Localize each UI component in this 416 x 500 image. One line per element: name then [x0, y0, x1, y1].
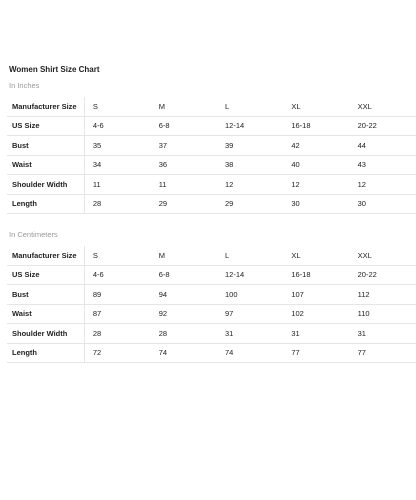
row-header-cell: Waist [7, 304, 84, 324]
table-cell: 6-8 [151, 116, 217, 136]
table-cell: L [217, 97, 283, 116]
table-cell: 4-6 [84, 265, 150, 285]
table-cell: 16-18 [283, 116, 349, 136]
page-title: Women Shirt Size Chart [9, 65, 100, 74]
size-table-body [7, 246, 416, 363]
table-cell: M [151, 246, 217, 265]
table-cell: 11 [151, 175, 217, 195]
table-cell: 12 [283, 175, 349, 195]
table-cell: S [84, 97, 150, 116]
table-cell: 102 [283, 304, 349, 324]
table-cell: 20-22 [350, 265, 416, 285]
table-cell: 31 [217, 324, 283, 344]
table-cell: 37 [151, 136, 217, 156]
row-header-cell: Waist [7, 155, 84, 175]
table-cell: 30 [283, 194, 349, 214]
table-cell: 94 [151, 285, 217, 305]
section-label-inches: In Inches [9, 81, 40, 90]
row-header-cell: Manufacturer Size [7, 97, 84, 116]
row-header-cell: Length [7, 343, 84, 363]
table-cell: 28 [84, 324, 150, 344]
table-cell: 89 [84, 285, 150, 305]
table-cell: 100 [217, 285, 283, 305]
table-row [7, 175, 416, 195]
table-cell: 110 [350, 304, 416, 324]
table-cell: 31 [350, 324, 416, 344]
table-cell: 77 [283, 343, 349, 363]
table-cell: 11 [84, 175, 150, 195]
table-cell: 28 [84, 194, 150, 214]
table-cell: 74 [151, 343, 217, 363]
table-row [7, 194, 416, 214]
table-cell: XXL [350, 97, 416, 116]
table-cell: 97 [217, 304, 283, 324]
table-cell: 38 [217, 155, 283, 175]
table-cell: 6-8 [151, 265, 217, 285]
size-table-inches [7, 97, 416, 214]
table-row [7, 97, 416, 116]
table-cell: 40 [283, 155, 349, 175]
table-cell: 107 [283, 285, 349, 305]
table-cell: 74 [217, 343, 283, 363]
row-header-cell: Shoulder Width [7, 324, 84, 344]
table-cell: 39 [217, 136, 283, 156]
table-cell: 12-14 [217, 116, 283, 136]
table-cell: 36 [151, 155, 217, 175]
table-cell: XXL [350, 246, 416, 265]
table-cell: 92 [151, 304, 217, 324]
table-cell: M [151, 97, 217, 116]
table-cell: 77 [350, 343, 416, 363]
table-cell: 30 [350, 194, 416, 214]
table-row [7, 304, 416, 324]
row-header-cell: US Size [7, 116, 84, 136]
table-cell: 4-6 [84, 116, 150, 136]
row-header-cell: Bust [7, 136, 84, 156]
size-table-centimeters [7, 246, 416, 363]
section-label-centimeters: In Centimeters [9, 230, 58, 239]
table-cell: 16-18 [283, 265, 349, 285]
table-cell: 12 [217, 175, 283, 195]
table-row [7, 136, 416, 156]
table-cell: 12-14 [217, 265, 283, 285]
table-cell: 29 [151, 194, 217, 214]
table-cell: 28 [151, 324, 217, 344]
table-cell: S [84, 246, 150, 265]
table-cell: 72 [84, 343, 150, 363]
row-header-cell: US Size [7, 265, 84, 285]
table-cell: 35 [84, 136, 150, 156]
table-cell: XL [283, 97, 349, 116]
table-cell: 112 [350, 285, 416, 305]
table-cell: L [217, 246, 283, 265]
table-cell: 87 [84, 304, 150, 324]
row-header-cell: Length [7, 194, 84, 214]
table-cell: 20-22 [350, 116, 416, 136]
row-header-cell: Bust [7, 285, 84, 305]
table-cell: 34 [84, 155, 150, 175]
table-row [7, 155, 416, 175]
table-cell: 43 [350, 155, 416, 175]
row-header-cell: Shoulder Width [7, 175, 84, 195]
table-cell: 31 [283, 324, 349, 344]
size-table-body [7, 97, 416, 214]
row-header-cell: Manufacturer Size [7, 246, 84, 265]
table-cell: XL [283, 246, 349, 265]
table-row [7, 265, 416, 285]
table-row [7, 324, 416, 344]
table-row [7, 246, 416, 265]
table-row [7, 343, 416, 363]
table-cell: 42 [283, 136, 349, 156]
table-cell: 12 [350, 175, 416, 195]
table-cell: 44 [350, 136, 416, 156]
table-cell: 29 [217, 194, 283, 214]
table-row [7, 285, 416, 305]
table-row [7, 116, 416, 136]
